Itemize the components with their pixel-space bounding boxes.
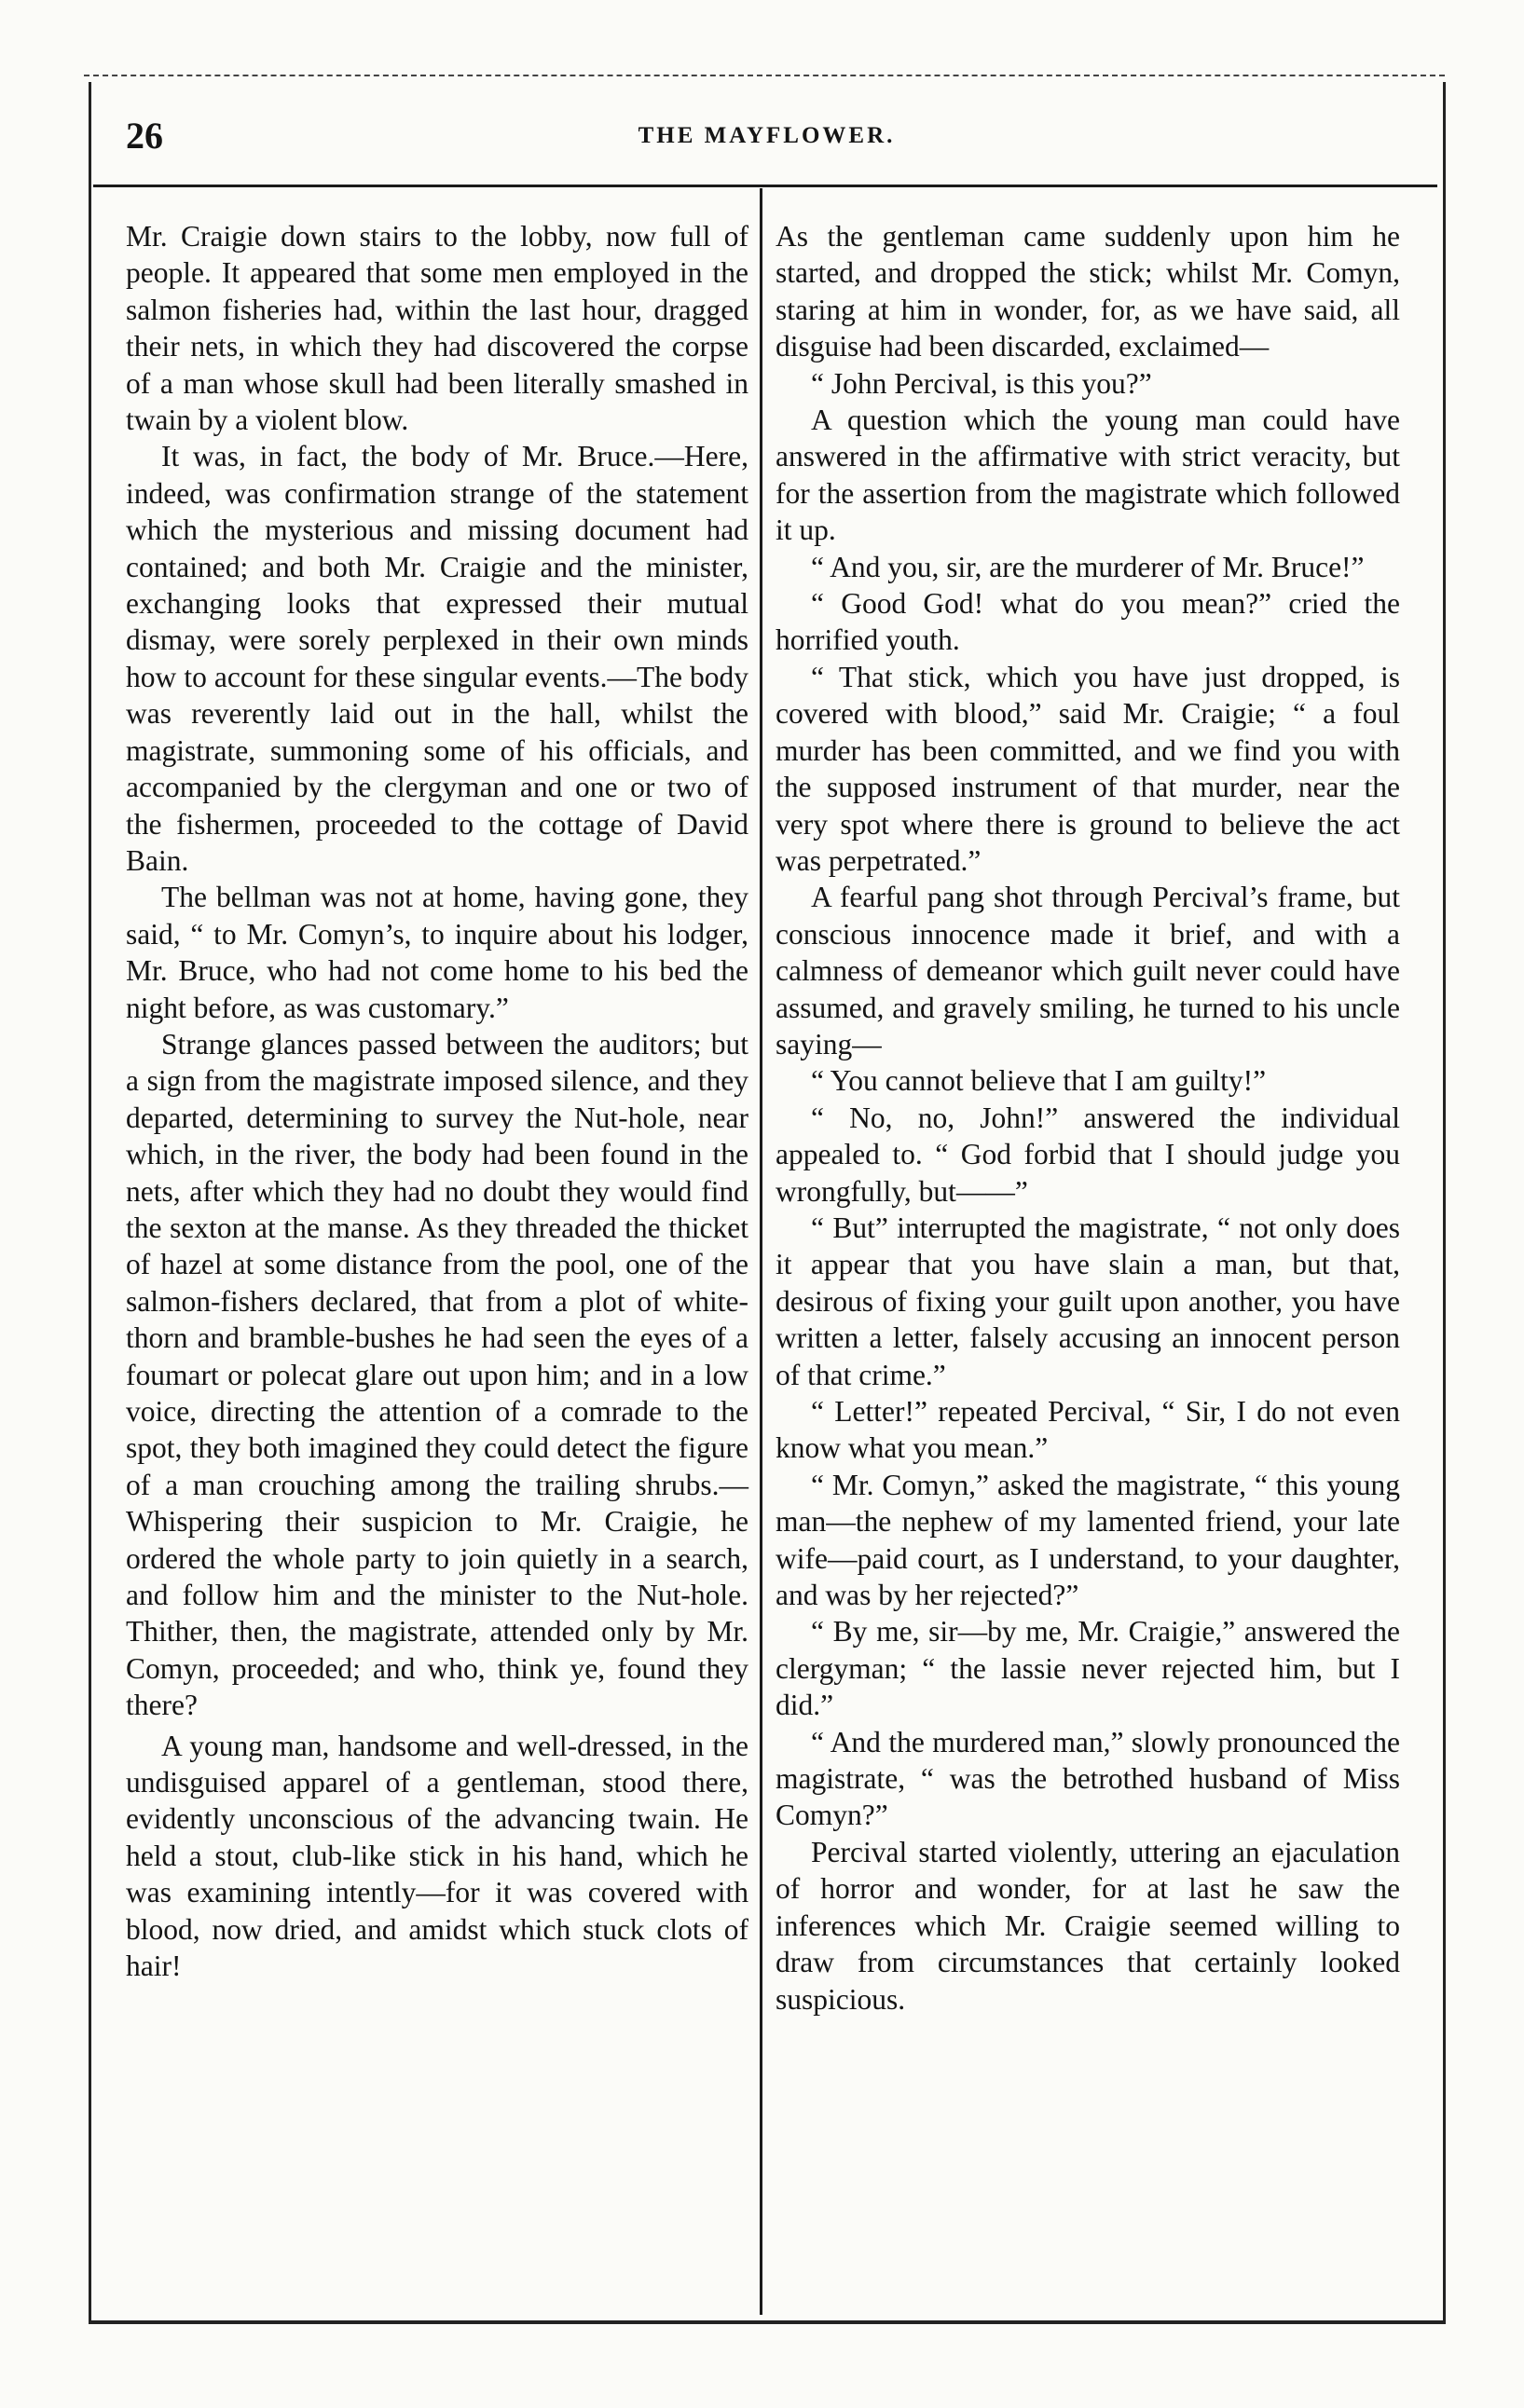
paragraph: “ That stick, which you have just dropped, is covered with blood,” said Mr. Craigie; “ a foul murder has been committed, and we find you with the supposed instrument of that murder, near the very spot where there is ground to believe the act was perpetrated.” [776, 660, 1400, 877]
paragraph: Percival started violently, uttering an ejaculation of horror and wonder, for at last he saw the inferences which Mr. Craigie seemed willing to draw from circumstances that certainly looked suspicious. [776, 1835, 1400, 2016]
paragraph: “ By me, sir—by me, Mr. Craigie,” answered the clergyman; “ the lassie never rejected him, but I did.” [776, 1615, 1400, 1722]
paragraph: “ You cannot believe that I am guilty!” [811, 1064, 1267, 1098]
paragraph: Strange glances passed between the auditors; but a sign from the magistrate imposed silence, and they departed, determining to survey the Nut-hole, near which, in the river, the body had been found in the nets, after which they had no doubt they would find the sexton at the manse. As they threaded the thicket of hazel at some distance from the pool, one of the salmon-fishers declared, that from a plot of white-thorn and bramble-bushes he had seen the eyes of a foumart or polecat glare out upon him; and in a low voice, directing the attention of a comrade to the spot, they both imagined they could detect the figure of a man crouching among the trailing shrubs.—Whispering their suspicion to Mr. Craigie, he ordered the whole party to join quietly in a search, and follow him and the minister to the Nut-hole. Thither, then, the magistrate, attended only by Mr. Comyn, proceeded; and who, think ye, found they there? [126, 1027, 748, 1722]
left-column [126, 218, 748, 1985]
paragraph: A question which the young man could have answered in the affirmative with strict veracity, but for the assertion from the magistrate which followed it up. [776, 404, 1400, 547]
paragraph: It was, in fact, the body of Mr. Bruce.—Here, indeed, was confirmation strange of the statement which the mysterious and missing document had contained; and both Mr. Craigie and the minister, exchanging looks that expressed their mutual dismay, were sorely perplexed in their own minds how to account for these singular events.—The body was reverently laid out in the hall, whilst the magistrate, summoning some of his officials, and accompanied by the clergyman and one or two of the fishermen, proceeded to the cottage of David Bain. [126, 440, 748, 877]
paragraph: “ And you, sir, are the murderer of Mr. Bruce!” [811, 550, 1365, 583]
paragraph: “ Mr. Comyn,” asked the magistrate, “ this young man—the nephew of my lamented friend, your late wife—paid court, as I understand, to your daughter, and was by her rejected?” [776, 1468, 1400, 1612]
page-header [126, 114, 1407, 160]
header-rule [93, 185, 1437, 187]
column-divider [760, 188, 762, 2315]
paragraph: The bellman was not at home, having gone, they said, “ to Mr. Comyn’s, to inquire about his lodger, Mr. Bruce, who had not come home to his bed the night before, as was customary.” [126, 881, 748, 1024]
paragraph: Mr. Craigie down stairs to the lobby, now full of people. It appeared that some men employed in the salmon fisheries had, within the last hour, dragged their nets, in which they had discovered the corpse of a man whose skull had been literally smashed in twain by a violent blow. [126, 220, 748, 437]
top-page-edge [84, 75, 1445, 76]
paragraph: A fearful pang shot through Percival’s frame, but conscious innocence made it brief, and with a calmness of demeanor which guilt never could have assumed, and gravely smiling, he turned to his uncle saying— [776, 881, 1400, 1060]
paragraph: As the gentleman came suddenly upon him he started, and dropped the stick; whilst Mr. Comyn, staring at him in wonder, for, as we have said, all disguise had been discarded, exclaimed— [776, 220, 1400, 363]
running-title: THE MAYFLOWER. [638, 123, 896, 148]
paragraph: “ Good God! what do you mean?” cried the horrified youth. [776, 587, 1400, 657]
paragraph: “ And the murdered man,” slowly pronounced the magistrate, “ was the betrothed husband of Miss Comyn?” [776, 1725, 1400, 1832]
page-number: 26 [126, 115, 163, 157]
paragraph: “ John Percival, is this you?” [811, 366, 1152, 400]
paragraph: “ But” interrupted the magistrate, “ not only does it appear that you have slain a man, but that, desirous of fixing your guilt upon another, you have written a letter, falsely accusing an innocent person of that crime.” [776, 1211, 1400, 1391]
right-column [776, 218, 1400, 2018]
paragraph: “ No, no, John!” answered the individual appealed to. “ God forbid that I should judge you wrongfully, but——” [776, 1101, 1400, 1208]
paragraph: “ Letter!” repeated Percival, “ Sir, I do not even know what you mean.” [776, 1395, 1400, 1465]
paragraph: A young man, handsome and well-dressed, in the undisguised apparel of a gentleman, stood there, evidently unconscious of the advancing twain. He held a stout, club-like stick in his hand, which he was examining intently—for it was covered with blood, now dried, and amidst which stuck clots of hair! [126, 1729, 748, 1983]
